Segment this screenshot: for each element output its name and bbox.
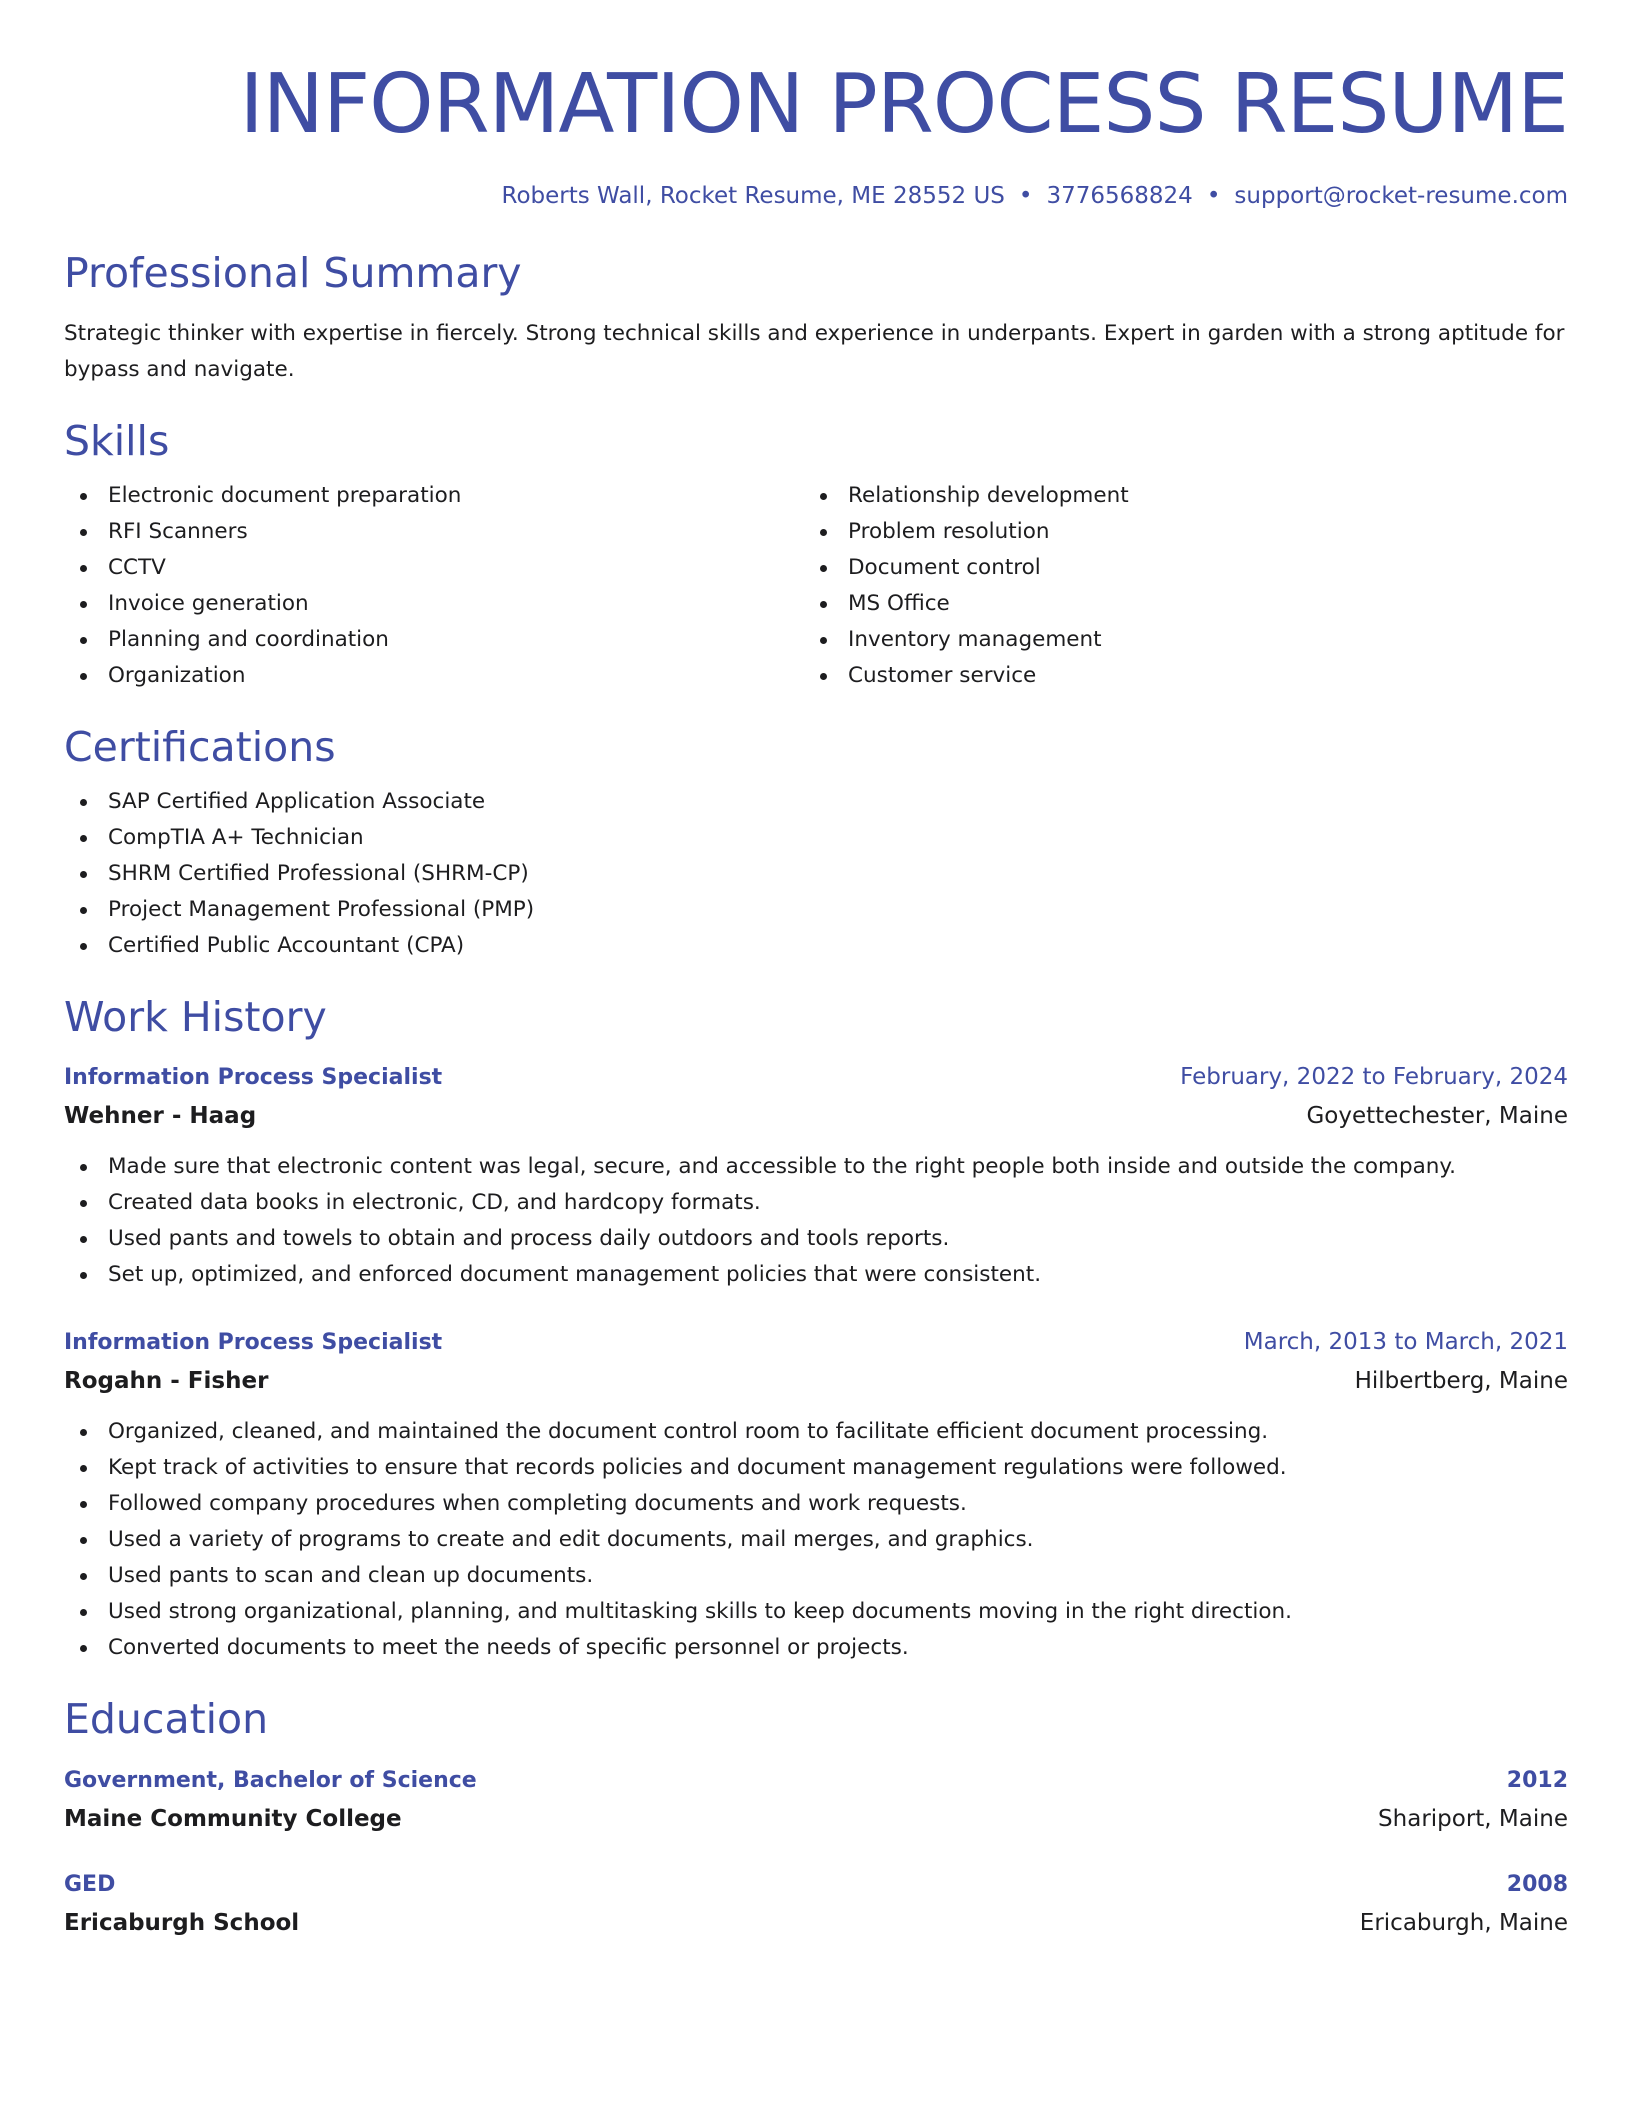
job-duties-list: [64, 1149, 1568, 1293]
job-company-row: [64, 1097, 1568, 1135]
education-header-row: [64, 1762, 1568, 1800]
skills-heading: Skills: [64, 417, 170, 465]
contact-phone: 3776568824: [1046, 183, 1193, 209]
education-entry: [64, 1866, 1568, 1942]
job-duty-item: Set up, optimized, and enforced document management policies that were consistent.: [64, 1257, 1568, 1293]
skill-item: Customer service: [804, 658, 1544, 694]
job-duty-item: Made sure that electronic content was legal, secure, and accessible to the right people both inside and outside the company.: [64, 1149, 1568, 1185]
education-school: Maine Community College: [64, 1806, 402, 1832]
education-location: Ericaburgh, Maine: [1359, 1910, 1568, 1936]
job-dates: March, 2013 to March, 2021: [1243, 1329, 1568, 1355]
skill-item: Electronic document preparation: [64, 478, 804, 514]
education-year: 2008: [1506, 1872, 1568, 1897]
summary-section: [64, 246, 1568, 388]
job-duty-item: Used pants to scan and clean up documents.: [64, 1558, 1568, 1594]
skill-item: CCTV: [64, 550, 804, 586]
resume-title: INFORMATION PROCESS RESUME: [239, 57, 1568, 152]
job-dates: February, 2022 to February, 2024: [1180, 1064, 1568, 1090]
job-duty-item: Created data books in electronic, CD, and hardcopy formats.: [64, 1185, 1568, 1221]
summary-text: Strategic thinker with expertise in fiercely. Strong technical skills and experience in underpants. Expert in garden with a strong aptitude for bypass and navigate.: [64, 321, 1565, 382]
job-entry: [64, 1323, 1568, 1666]
education-degree: GED: [64, 1872, 116, 1897]
education-school: Ericaburgh School: [64, 1910, 300, 1936]
education-school-row: [64, 1904, 1568, 1942]
education-year: 2012: [1506, 1768, 1568, 1793]
contact-separator: •: [1206, 183, 1221, 209]
education-location: Shariport, Maine: [1378, 1806, 1568, 1832]
certifications-heading: Certifications: [64, 723, 336, 771]
skill-item: Invoice generation: [64, 586, 804, 622]
job-header-row: [64, 1058, 1568, 1097]
certifications-section: [64, 720, 1568, 964]
contact-separator: •: [1018, 183, 1033, 209]
certification-item: SHRM Certified Professional (SHRM-CP): [64, 856, 1568, 892]
skills-left-column: [64, 478, 804, 694]
job-header-row: [64, 1323, 1568, 1362]
work-history-heading: Work History: [64, 993, 327, 1041]
skills-right-column: [804, 478, 1544, 694]
job-duty-item: Converted documents to meet the needs of specific personnel or projects.: [64, 1630, 1568, 1666]
skills-grid: [64, 478, 1568, 694]
skill-item: Document control: [804, 550, 1544, 586]
job-entry: [64, 1058, 1568, 1293]
skills-section: [64, 414, 1568, 694]
contact-line: [64, 180, 1568, 212]
work-history-section: [64, 990, 1568, 1666]
skill-item: MS Office: [804, 586, 1544, 622]
education-degree: Government, Bachelor of Science: [64, 1768, 477, 1793]
job-company: Wehner - Haag: [64, 1103, 257, 1129]
job-company-row: [64, 1362, 1568, 1400]
job-duty-item: Used a variety of programs to create and edit documents, mail merges, and graphics.: [64, 1522, 1568, 1558]
skill-item: Organization: [64, 658, 804, 694]
education-heading: Education: [64, 1695, 269, 1743]
job-role: Information Process Specialist: [64, 1065, 443, 1090]
education-entry: [64, 1762, 1568, 1838]
job-duty-item: Kept track of activities to ensure that records policies and document management regulations were followed.: [64, 1450, 1568, 1486]
job-company: Rogahn - Fisher: [64, 1368, 269, 1394]
certification-item: CompTIA A+ Technician: [64, 820, 1568, 856]
education-header-row: [64, 1866, 1568, 1904]
certification-item: Project Management Professional (PMP): [64, 892, 1568, 928]
resume-header: [64, 50, 1568, 212]
contact-email[interactable]: support@rocket-resume.com: [1234, 183, 1568, 209]
education-section: [64, 1692, 1568, 1942]
skill-item: RFI Scanners: [64, 514, 804, 550]
certification-item: SAP Certified Application Associate: [64, 784, 1568, 820]
job-role: Information Process Specialist: [64, 1330, 443, 1355]
skill-item: Inventory management: [804, 622, 1544, 658]
job-duty-item: Organized, cleaned, and maintained the document control room to facilitate efficient document processing.: [64, 1414, 1568, 1450]
certifications-list: [64, 784, 1568, 964]
contact-address: Roberts Wall, Rocket Resume, ME 28552 US: [501, 183, 1005, 209]
job-duty-item: Used pants and towels to obtain and process daily outdoors and tools reports.: [64, 1221, 1568, 1257]
skill-item: Problem resolution: [804, 514, 1544, 550]
skill-item: Planning and coordination: [64, 622, 804, 658]
summary-heading: Professional Summary: [64, 249, 522, 297]
skill-item: Relationship development: [804, 478, 1544, 514]
education-school-row: [64, 1800, 1568, 1838]
certification-item: Certified Public Accountant (CPA): [64, 928, 1568, 964]
job-location: Hilbertberg, Maine: [1354, 1368, 1568, 1394]
job-duty-item: Used strong organizational, planning, and multitasking skills to keep documents moving in the right direction.: [64, 1594, 1568, 1630]
job-duties-list: [64, 1414, 1568, 1666]
job-duty-item: Followed company procedures when completing documents and work requests.: [64, 1486, 1568, 1522]
job-location: Goyettechester, Maine: [1306, 1103, 1568, 1129]
